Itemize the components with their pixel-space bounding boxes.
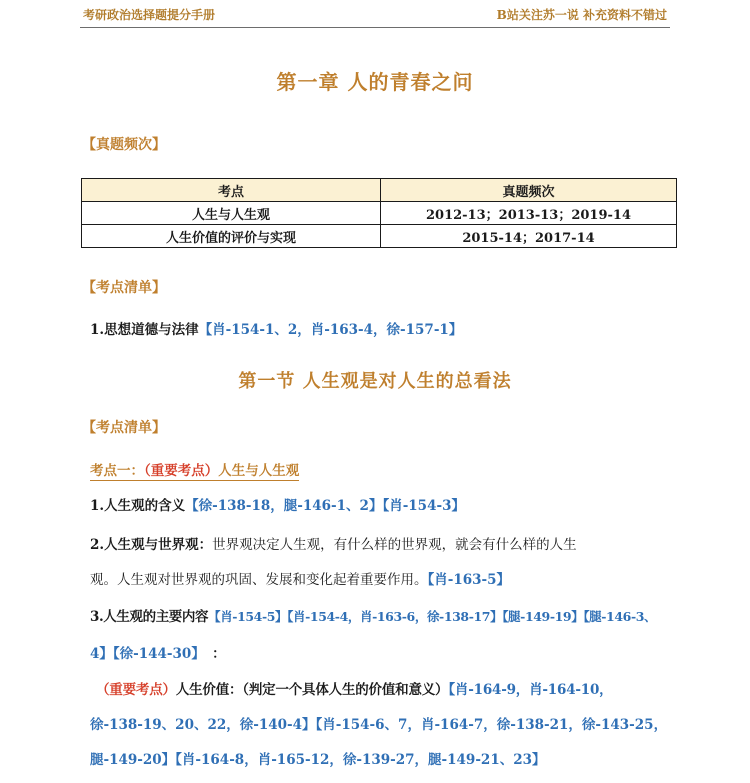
item-3-label: 3.人生观的主要内容 bbox=[90, 609, 209, 625]
book-label: 1.思想道德与法律 bbox=[90, 322, 199, 338]
header-divider bbox=[80, 27, 670, 28]
item-1-label: 1.人生观的含义 bbox=[90, 498, 186, 514]
item-4-line-2 bbox=[90, 716, 666, 734]
table-row bbox=[82, 202, 677, 225]
item-1 bbox=[90, 497, 666, 515]
item-4-line-1 bbox=[96, 681, 666, 699]
table-cell: 2015-14；2017-14 bbox=[381, 225, 677, 248]
item-4-label: 人生价值：（判定一个具体人生的价值和意义） bbox=[175, 682, 449, 698]
table-row bbox=[82, 225, 677, 248]
checklist-heading: 【考点清单】 bbox=[82, 280, 166, 296]
header-right-text: B站关注苏一说 补充资料不错过 bbox=[496, 8, 667, 22]
page-header bbox=[83, 6, 667, 23]
item-2-label: 2.人生观与世界观： bbox=[90, 537, 213, 553]
item-1-refs: 【徐-138-18，腿-146-1、2】【肖-154-3】 bbox=[185, 498, 465, 514]
item-3-refs-cont: 4】【徐-144-30】 bbox=[90, 646, 199, 662]
item-2-line-2 bbox=[90, 571, 666, 589]
item-2-refs: 【肖-163-5】 bbox=[427, 572, 511, 588]
table-cell: 2012-13；2013-13；2019-14 bbox=[381, 202, 677, 225]
table-cell: 人生与人生观 bbox=[82, 202, 381, 225]
item-3-colon: ： bbox=[212, 646, 226, 662]
table-header-cell: 真题频次 bbox=[381, 179, 677, 202]
header-left-text: 考研政治选择题提分手册 bbox=[83, 8, 216, 22]
item-3-line-1 bbox=[90, 608, 666, 626]
section-title: 第一节 人生观是对人生的总看法 bbox=[238, 371, 512, 392]
item-4-line-3 bbox=[90, 751, 666, 769]
item-4-refs: 【肖-164-9，肖-164-10， bbox=[448, 682, 613, 698]
item-2-text-cont: 观。人生观对世界观的巩固、发展和变化起着重要作用。 bbox=[90, 572, 428, 588]
table-header-row bbox=[82, 179, 677, 202]
table-header-cell: 考点 bbox=[82, 179, 381, 202]
item-4-refs-cont: 徐-138-19、20、22，徐-140-4】【肖-154-6、7，肖-164-7，徐-138-21，徐-143-25， bbox=[90, 717, 668, 733]
item-4-refs-cont-2: 腿-149-20】【肖-164-8，肖-165-12，徐-139-27，腿-149-21、23】 bbox=[90, 752, 546, 768]
key-point-name: 人生与人生观 bbox=[218, 463, 300, 479]
chapter-title: 第一章 人的青春之问 bbox=[276, 70, 474, 94]
frequency-table bbox=[81, 178, 677, 248]
item-3-line-2 bbox=[90, 645, 666, 663]
important-tag: （重要考点） bbox=[144, 463, 219, 479]
section-checklist-heading: 【考点清单】 bbox=[82, 420, 166, 436]
freq-heading: 【真题频次】 bbox=[82, 137, 166, 153]
book-reference-line bbox=[90, 321, 666, 339]
key-point-prefix: 考点一： bbox=[90, 463, 144, 479]
item-4-tag: （重要考点） bbox=[96, 682, 176, 698]
item-2-text: 世界观决定人生观，有什么样的世界观，就会有什么样的人生 bbox=[212, 537, 577, 553]
item-2-line-1 bbox=[90, 536, 666, 554]
key-point-heading bbox=[90, 462, 666, 480]
key-point-title bbox=[90, 463, 299, 481]
table-cell: 人生价值的评价与实现 bbox=[82, 225, 381, 248]
item-3-refs: 【肖-154-5】【肖-154-4，肖-163-6，徐-138-17】【腿-149-19】【腿-146-3、 bbox=[208, 609, 657, 624]
book-refs: 【肖-154-1、2，肖-163-4，徐-157-1】 bbox=[198, 322, 463, 338]
